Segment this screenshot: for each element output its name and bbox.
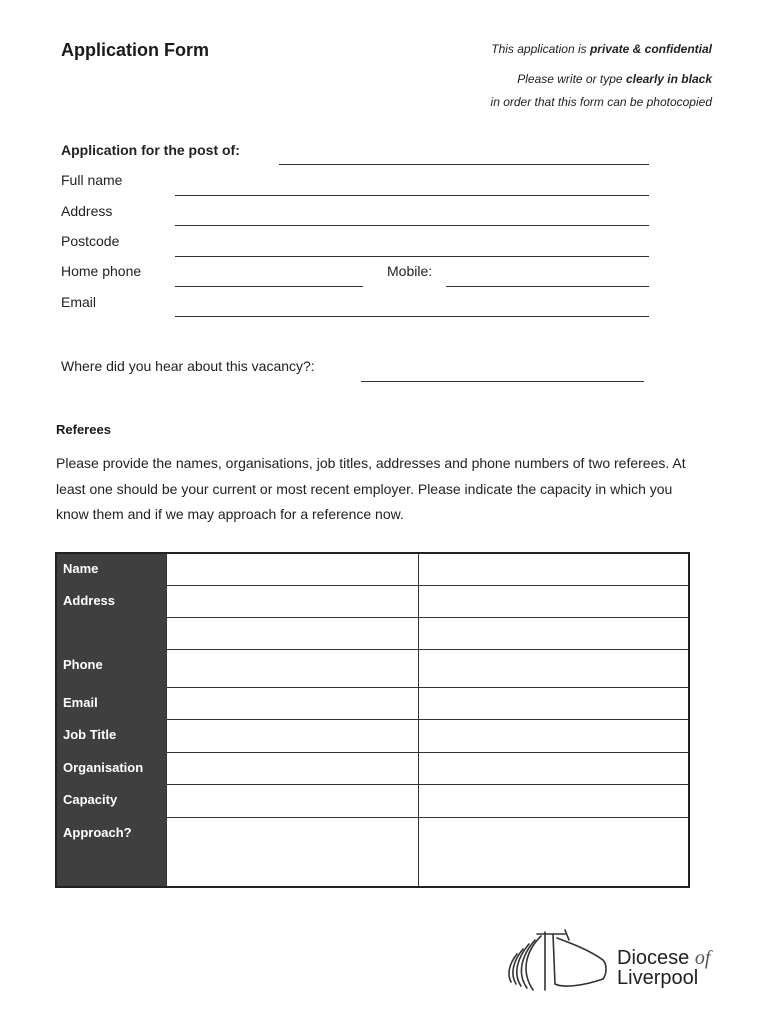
table-row <box>56 553 689 585</box>
fullname-field[interactable] <box>175 195 649 196</box>
row-header-email: Email <box>56 687 166 719</box>
row-header-name: Name <box>56 553 166 585</box>
post-label: Application for the post of: <box>61 142 240 158</box>
referee1-capacity-cell[interactable] <box>166 784 418 817</box>
referee1-organisation-cell[interactable] <box>166 752 418 784</box>
logo-diocese-text: Diocese <box>617 947 690 969</box>
row-header-jobtitle: Job Title <box>56 719 166 752</box>
postcode-label: Postcode <box>61 233 120 249</box>
referee2-jobtitle-cell[interactable] <box>418 719 689 752</box>
table-row <box>56 585 689 617</box>
confidential-note <box>491 42 712 56</box>
referees-table <box>55 552 690 888</box>
referees-instructions: Please provide the names, organisations, job titles, addresses and phone numbers of two referees. At least one should be your current or most recent employer. Please indicate the capacity in which you know them and if we may approach for a reference now. <box>56 455 686 522</box>
confidential-note-text: This application is <box>491 42 590 56</box>
table-row <box>56 649 689 687</box>
write-clearly-note-emphasis: clearly in black <box>625 72 712 86</box>
logo-of-text: of <box>694 947 711 969</box>
row-header-capacity: Capacity <box>56 784 166 817</box>
page-title: Application Form <box>61 40 209 60</box>
referee2-capacity-cell[interactable] <box>418 784 689 817</box>
row-header-organisation: Organisation <box>56 752 166 784</box>
post-field[interactable] <box>279 164 649 165</box>
referee2-address-cell[interactable] <box>418 585 689 617</box>
homephone-label: Home phone <box>61 263 142 279</box>
logo-line1 <box>617 948 710 968</box>
write-clearly-note-text: Please write or type <box>517 72 626 86</box>
table-row <box>56 752 689 784</box>
write-clearly-note <box>517 72 712 86</box>
referee2-email-cell[interactable] <box>418 687 689 719</box>
referee2-approach-cell[interactable] <box>418 817 689 887</box>
homephone-field[interactable] <box>175 286 363 287</box>
vacancy-field[interactable] <box>361 381 644 382</box>
referee1-address2-cell[interactable] <box>166 617 418 649</box>
mobile-label: Mobile: <box>387 263 433 279</box>
photocopy-note: in order that this form can be photocopied <box>490 95 712 109</box>
email-field[interactable] <box>175 316 649 317</box>
table-row <box>56 719 689 752</box>
table-row <box>56 817 689 887</box>
vacancy-label: Where did you hear about this vacancy?: <box>61 358 315 374</box>
logo-wordmark <box>617 948 710 988</box>
referee1-jobtitle-cell[interactable] <box>166 719 418 752</box>
referee2-organisation-cell[interactable] <box>418 752 689 784</box>
row-header-phone: Phone <box>56 649 166 687</box>
address-label: Address <box>61 203 113 219</box>
referee2-name-cell[interactable] <box>418 553 689 585</box>
referee1-name-cell[interactable] <box>166 553 418 585</box>
referee2-address2-cell[interactable] <box>418 617 689 649</box>
row-header-address: Address <box>56 585 166 649</box>
referee1-approach-cell[interactable] <box>166 817 418 887</box>
postcode-field[interactable] <box>175 256 649 257</box>
table-row <box>56 687 689 719</box>
email-label: Email <box>61 294 97 310</box>
mobile-field[interactable] <box>446 286 649 287</box>
confidential-note-emphasis: private & confidential <box>589 42 712 56</box>
referee1-phone-cell[interactable] <box>166 649 418 687</box>
referee1-address-cell[interactable] <box>166 585 418 617</box>
address-field[interactable] <box>175 225 649 226</box>
row-header-approach: Approach? <box>56 817 166 887</box>
referee1-email-cell[interactable] <box>166 687 418 719</box>
referee2-phone-cell[interactable] <box>418 649 689 687</box>
logo-line2: Liverpool <box>617 967 699 989</box>
fullname-label: Full name <box>61 172 123 188</box>
table-row <box>56 784 689 817</box>
referees-heading: Referees <box>56 422 111 437</box>
